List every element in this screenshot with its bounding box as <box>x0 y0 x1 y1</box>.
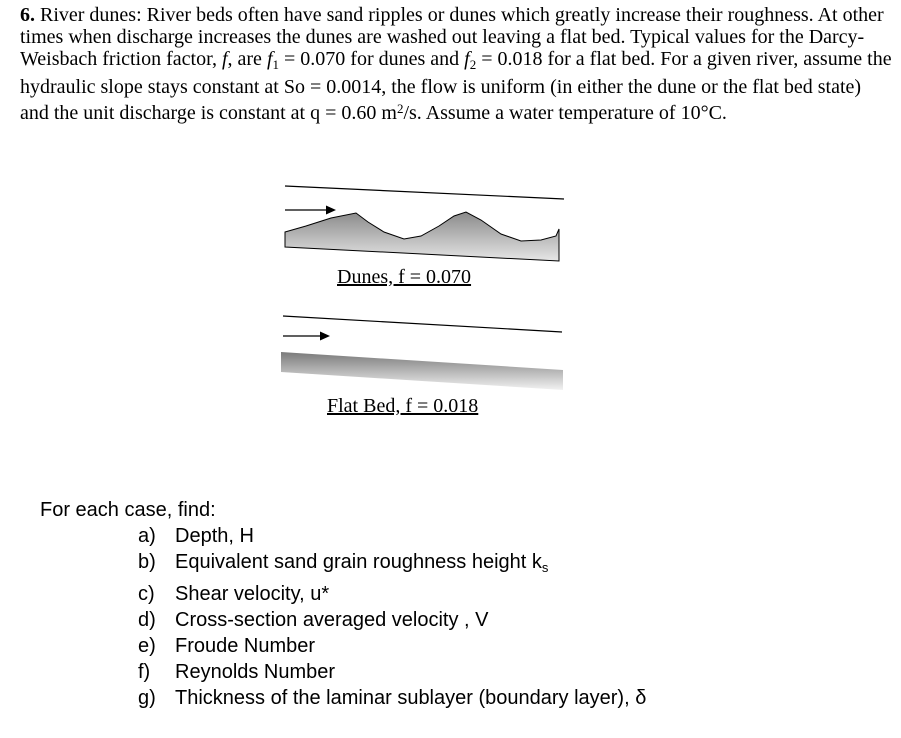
problem-text-1: River beds often have sand ripples or dunes which greatly increase their roughness. At other times when discharge increases the dunes are washed out leaving a flat bed. Typical values for the Darcy-Weisbach friction factor, <box>20 4 884 70</box>
questions-list <box>40 523 646 711</box>
question-item <box>138 523 646 549</box>
question-item <box>138 581 646 607</box>
friction-symbol: f <box>221 48 228 70</box>
question-item <box>138 549 646 581</box>
question-label: f) <box>138 661 151 683</box>
question-label: b) <box>138 551 156 573</box>
question-text: Equivalent sand grain roughness height k <box>175 551 542 573</box>
question-label: d) <box>138 609 156 631</box>
question-item <box>138 633 646 659</box>
f2-symbol: f <box>464 48 470 70</box>
question-text: Shear velocity, u* <box>175 583 330 605</box>
question-item <box>138 685 646 711</box>
f1-subscript: 1 <box>272 57 279 72</box>
question-label: e) <box>138 635 156 657</box>
questions-intro: For each case, find: <box>40 499 216 521</box>
question-text: Froude Number <box>175 635 316 657</box>
problem-text-3: /s. Assume a water temperature of 10°C. <box>403 102 727 124</box>
question-text: Thickness of the laminar sublayer (boundary layer), δ <box>175 687 647 709</box>
question-text: Cross-section averaged velocity , V <box>175 609 489 631</box>
problem-title: River dunes: <box>40 4 142 26</box>
dunes-bed <box>285 212 559 261</box>
problem-number: 6. <box>20 4 35 26</box>
flat-bed-caption: Flat Bed, f = 0.018 <box>327 395 479 417</box>
question-item <box>138 659 646 685</box>
problem-text-2: , are <box>227 48 262 70</box>
f2-value: = 0.018 for a flat bed. For a given river, assume the hydraulic slope stays constant at So = 0.0014, the flow is uniform (in either the dune or the flat bed state) and the unit discharge is constant at q = 0.60 m <box>20 48 892 124</box>
q-superscript: 2 <box>396 101 404 116</box>
questions-section <box>40 497 646 711</box>
f2-subscript: 2 <box>469 57 477 72</box>
dunes-water-surface <box>285 186 564 199</box>
question-subscript: s <box>541 560 549 575</box>
dunes-flow-arrow-head <box>326 206 336 215</box>
dunes-caption: Dunes, f = 0.070 <box>337 266 472 288</box>
question-label: c) <box>138 583 155 605</box>
question-text: Depth, H <box>175 525 254 547</box>
question-label: a) <box>138 525 156 547</box>
problem-statement <box>20 4 892 124</box>
question-item <box>138 607 646 633</box>
f1-symbol: f <box>266 48 273 70</box>
question-text: Reynolds Number <box>175 661 336 683</box>
flat-flow-arrow-head <box>320 332 330 341</box>
f1-value: = 0.070 for dunes and <box>279 48 460 70</box>
flat-water-surface <box>283 316 562 332</box>
river-bed-figure <box>276 176 576 436</box>
flat-bed <box>281 352 563 390</box>
question-label: g) <box>138 687 156 709</box>
